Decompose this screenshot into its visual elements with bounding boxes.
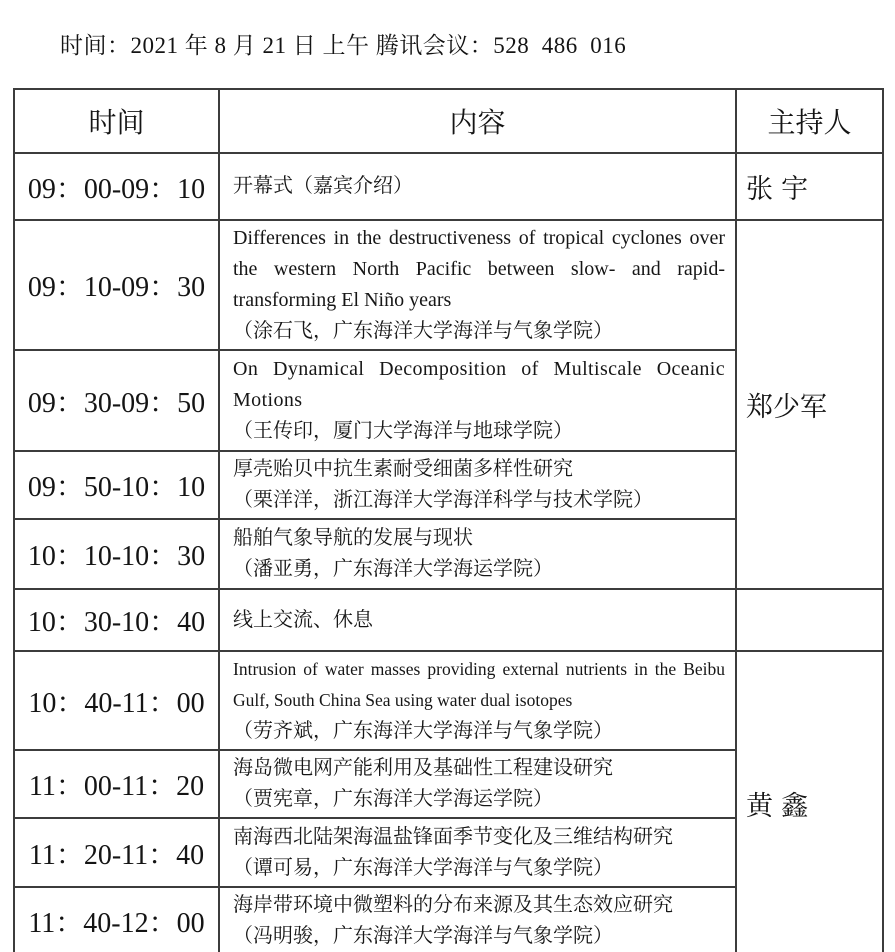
column-header-host: 主持人 xyxy=(736,89,883,153)
session-title: 海岛微电网产能利用及基础性工程建设研究 xyxy=(233,757,613,779)
time-slot-cell: 09：30-09：50 xyxy=(14,350,219,451)
session-speaker: （冯明骏，广东海洋大学海洋与气象学院） xyxy=(233,925,613,947)
meeting-info-line: 时间：2021 年 8 月 21 日 上午 腾讯会议：528 486 016 xyxy=(60,33,627,58)
time-slot-cell: 09：00-09：10 xyxy=(14,153,219,220)
time-slot-cell: 09：50-10：10 xyxy=(14,451,219,519)
schedule-row xyxy=(14,651,883,750)
session-content-cell xyxy=(219,651,736,750)
time-slot-cell: 10：40-11：00 xyxy=(14,651,219,750)
session-speaker: （栗洋洋，浙江海洋大学海洋科学与技术学院） xyxy=(233,489,653,511)
session-title: 线上交流、休息 xyxy=(233,608,373,631)
host-name-cell: 郑少军 xyxy=(736,220,883,589)
session-content-cell xyxy=(219,153,736,220)
host-name-cell: 黄鑫 xyxy=(736,651,883,952)
time-slot-cell: 09：10-09：30 xyxy=(14,220,219,350)
session-speaker: （潘亚勇，广东海洋大学海运学院） xyxy=(233,558,553,580)
session-content-cell xyxy=(219,519,736,589)
session-title: 南海西北陆架海温盐锋面季节变化及三维结构研究 xyxy=(233,825,673,848)
host-name-cell: 张宇 xyxy=(736,153,883,220)
schedule-row xyxy=(14,153,883,220)
session-title: 厚壳贻贝中抗生素耐受细菌多样性研究 xyxy=(233,458,573,480)
session-title: 船舶气象导航的发展与现状 xyxy=(233,527,473,549)
session-title: 海岸带环境中微塑料的分布来源及其生态效应研究 xyxy=(233,894,673,916)
time-slot-cell: 10：10-10：30 xyxy=(14,519,219,589)
table-header-row xyxy=(14,89,883,153)
session-speaker: （贾宪章，广东海洋大学海运学院） xyxy=(233,788,553,810)
host-name-cell xyxy=(736,589,883,651)
column-header-time: 时间 xyxy=(14,89,219,153)
session-title: Differences in the destructiveness of tropical cyclones over the western North Pacific between slow- and rapid-transforming El Niño years xyxy=(233,227,725,311)
session-content-cell xyxy=(219,750,736,818)
session-content-cell xyxy=(219,887,736,952)
session-title: Intrusion of water masses providing external nutrients in the Beibu Gulf, South China Sea using water dual isotopes xyxy=(233,659,725,710)
session-content-cell xyxy=(219,818,736,887)
session-speaker: （王传印，厦门大学海洋与地球学院） xyxy=(233,420,573,442)
session-content-cell xyxy=(219,589,736,651)
session-content-cell xyxy=(219,350,736,451)
schedule-row xyxy=(14,589,883,651)
time-slot-cell: 11：40-12：00 xyxy=(14,887,219,952)
time-slot-cell: 11：20-11：40 xyxy=(14,818,219,887)
schedule-row xyxy=(14,220,883,350)
session-speaker: （谭可易，广东海洋大学海洋与气象学院） xyxy=(233,856,613,879)
time-slot-cell: 10：30-10：40 xyxy=(14,589,219,651)
schedule-table xyxy=(13,88,884,952)
session-speaker: （涂石飞，广东海洋大学海洋与气象学院） xyxy=(233,320,613,342)
session-content-cell xyxy=(219,451,736,519)
session-speaker: （劳齐斌，广东海洋大学海洋与气象学院） xyxy=(233,720,613,742)
session-title: On Dynamical Decomposition of Multiscale Oceanic Motions xyxy=(233,358,725,411)
session-content-cell xyxy=(219,220,736,350)
column-header-content: 内容 xyxy=(219,89,736,153)
session-title: 开幕式（嘉宾介绍） xyxy=(233,175,413,197)
time-slot-cell: 11：00-11：20 xyxy=(14,750,219,818)
